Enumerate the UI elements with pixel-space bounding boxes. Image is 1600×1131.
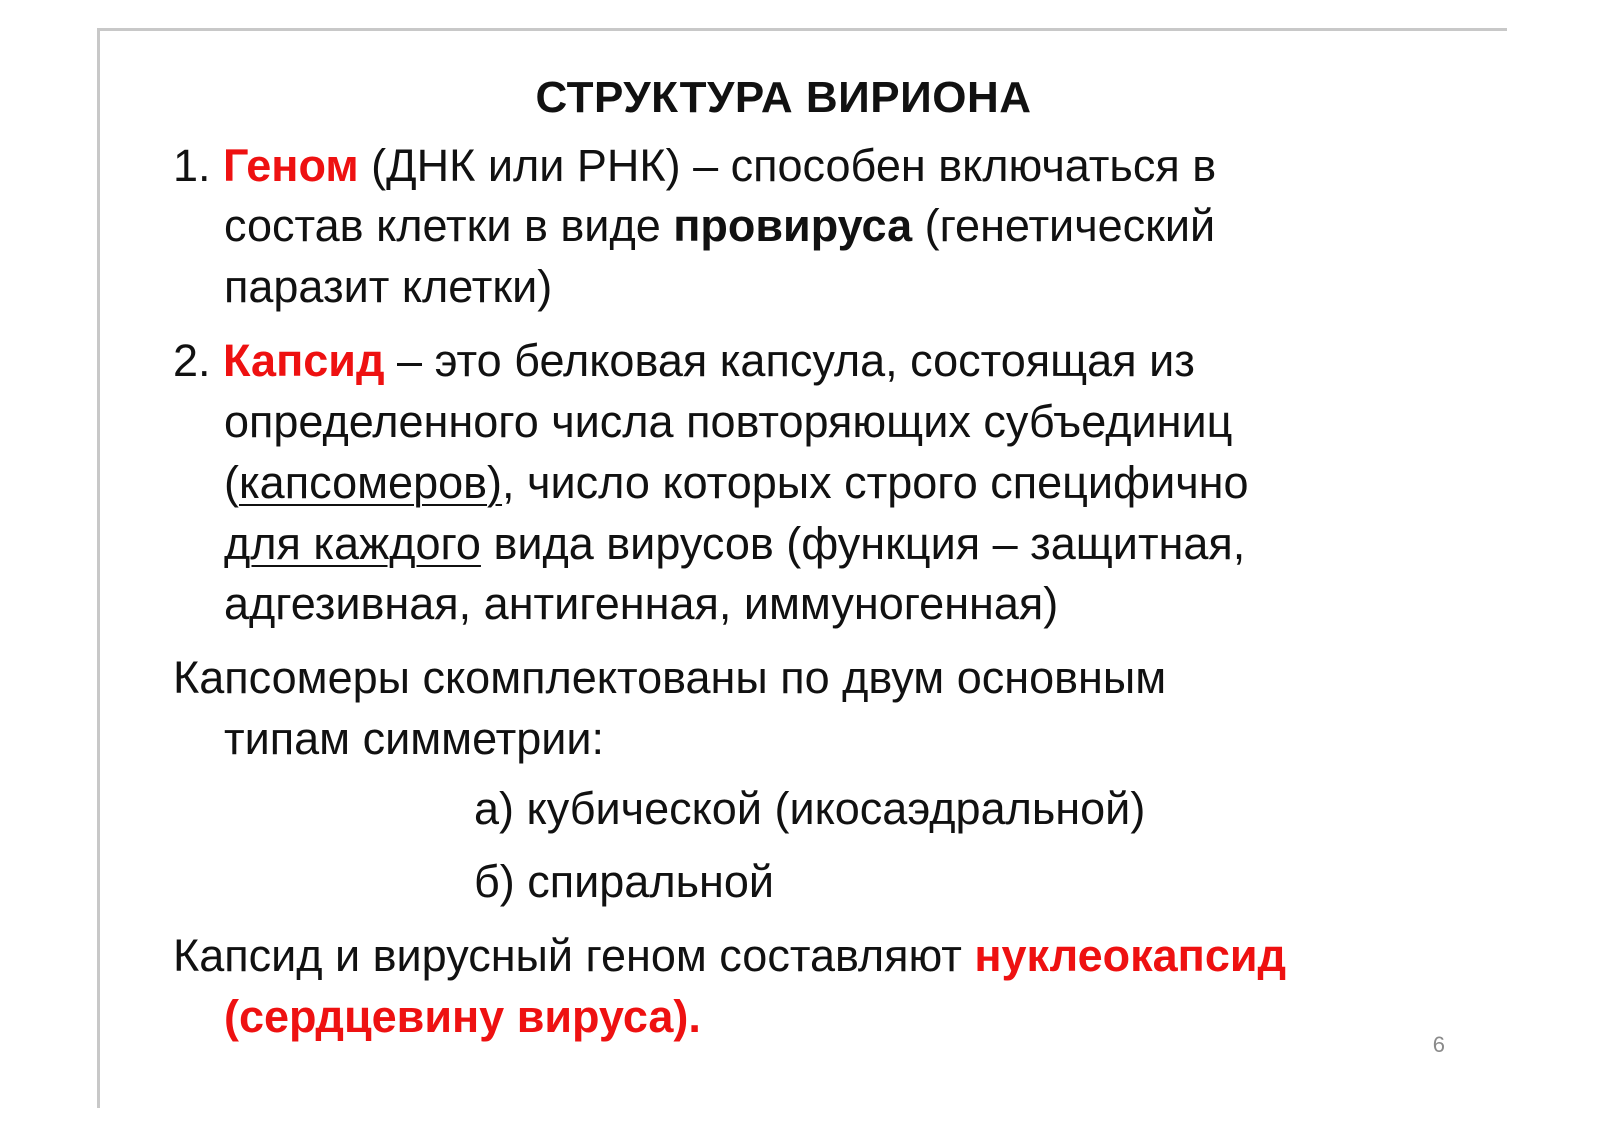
- item-2-line-4-text: вида вирусов (функция – защитная,: [480, 518, 1246, 569]
- slide: [97, 28, 1507, 1108]
- nucleocapsid-term: нуклеокапсид: [974, 930, 1287, 981]
- item-2-number: 2.: [173, 335, 211, 386]
- item-1-line-1: [173, 140, 1217, 191]
- item-2-line-2: определенного числа повторяющих субъединиц: [224, 396, 1233, 447]
- conclusion-line-1: [173, 930, 1287, 981]
- symmetry-option-b: б) спиральной: [474, 856, 775, 907]
- item-2-line-3: [224, 457, 1249, 508]
- item-2-paren: (: [224, 457, 239, 508]
- slide-title: СТРУКТУРА ВИРИОНА: [535, 73, 1032, 122]
- item-2-line-1: [173, 335, 1195, 386]
- symmetry-option-a: а) кубической (икосаэдральной): [474, 783, 1146, 834]
- item-1-term: Геном: [223, 140, 359, 191]
- item-1-line-2-text: состав клетки в виде: [224, 200, 674, 251]
- item-1-number: 1.: [173, 140, 211, 191]
- symmetry-line-2: типам симметрии:: [224, 713, 605, 764]
- each-kind-underlined: для каждого: [224, 518, 481, 569]
- item-2-line-1-text: – это белковая капсула, состоящая из: [384, 335, 1195, 386]
- item-1-line-2: [224, 200, 1216, 251]
- provirus-term: провируса: [673, 200, 913, 251]
- page-number: 6: [1432, 1032, 1445, 1057]
- item-2-line-3-text: , число которых строго специфично: [502, 457, 1249, 508]
- symmetry-line-1: Капсомеры скомплектованы по двум основным: [173, 652, 1167, 703]
- item-2-term: Капсид: [223, 335, 385, 386]
- conclusion-text: Капсид и вирусный геном составляют: [173, 930, 975, 981]
- item-1-line-3: паразит клетки): [224, 261, 553, 312]
- conclusion-line-2: (сердцевину вируса).: [224, 991, 701, 1042]
- item-1-line-1-text: (ДНК или РНК) – способен включаться в: [358, 140, 1217, 191]
- item-2-line-5: адгезивная, антигенная, иммуногенная): [224, 578, 1059, 629]
- item-1-line-2-tail: (генетический: [912, 200, 1216, 251]
- item-2-line-4: [224, 518, 1246, 569]
- capsomeres-term: капсомеров): [239, 457, 503, 508]
